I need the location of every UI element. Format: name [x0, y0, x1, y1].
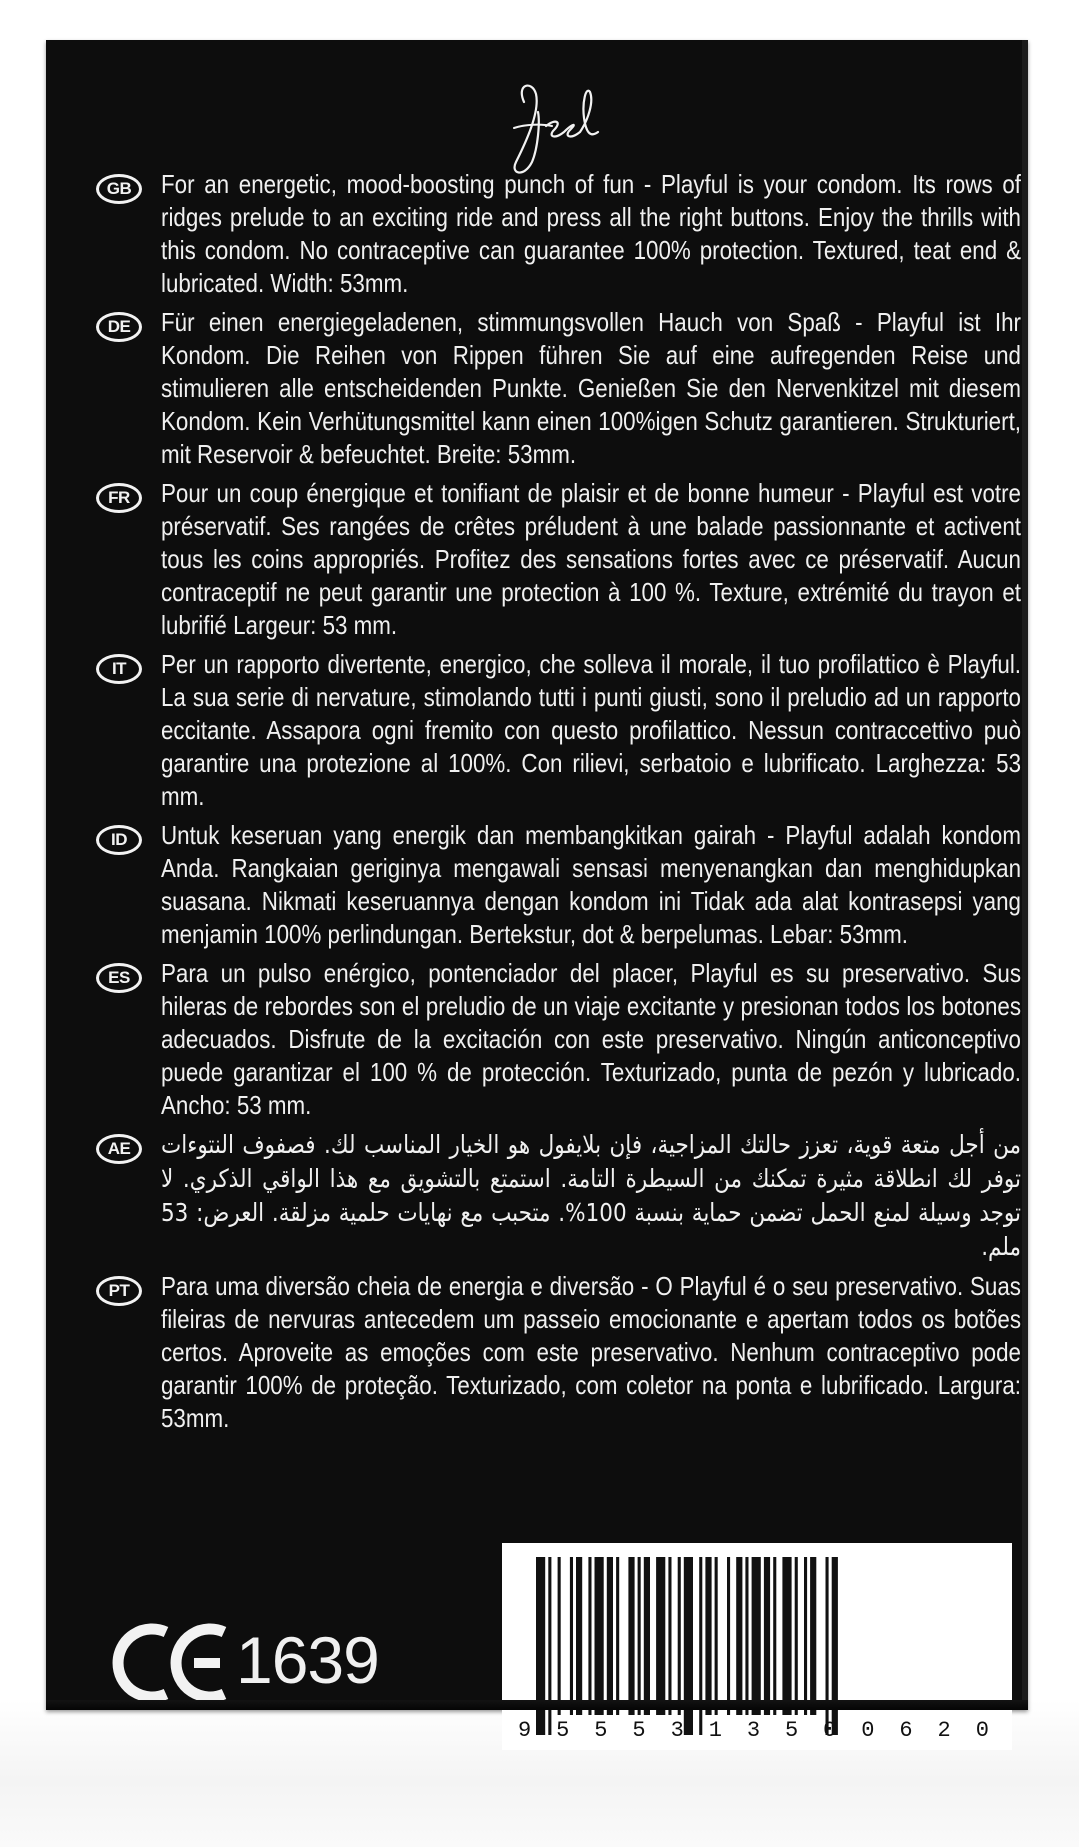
section-id [96, 819, 1021, 951]
section-gb [96, 168, 1021, 300]
barcode [502, 1543, 1012, 1750]
barcode-bar [795, 1557, 798, 1715]
barcode-bar [595, 1557, 604, 1715]
barcode-bar [810, 1557, 816, 1715]
barcode-digit: 2 [937, 1718, 960, 1743]
description-es: Para un pulso enérgico, pontenciador del placer, Playful es su preservativo. Sus hileras de rebordes son el preludio de un viaje excitante y presionan todos los botones adecuados. Disfrute de la excitación con este preservativo. Ningún anticonceptivo puede garantizar el 100 % de protección. Texturizado, punta de pezón y lubricado. Ancho: 53 mm. [161, 958, 1021, 1120]
barcode-bar [558, 1557, 561, 1715]
barcode-bar [628, 1557, 634, 1715]
barcode-digit: 0 [823, 1718, 846, 1743]
language-badge-id: ID [96, 825, 142, 855]
notified-body-number: 1639 [236, 1623, 379, 1697]
barcode-bar [764, 1557, 770, 1715]
description-ae: من أجل متعة قوية، تعزز حالتك المزاجية، فإن بلايفول هو الخيار المناسب لك. فصفوف النتوءات توفر لك انطلاقة مثيرة تمكنك من السيطرة التامة. استمتع بالتشويق مع هذا الواقي الذكري. لا توجد وسيلة لمنع الحمل تضمن حماية بنسبة 100%. متحبب مع نهايات حلمية مزلقة. العرض: 53 ملم. [161, 1130, 1021, 1261]
section-it [96, 648, 1021, 813]
section-es [96, 957, 1021, 1122]
barcode-bar [705, 1557, 711, 1715]
barcode-digit: 1 [708, 1718, 731, 1743]
barcode-digit: 6 [899, 1718, 922, 1743]
barcode-bar [616, 1557, 619, 1715]
language-badge-es: ES [96, 963, 142, 993]
barcode-digit: 0 [861, 1718, 884, 1743]
description-de: Für einen energiegeladenen, stimmungsvollen Hauch von Spaß - Playful ist Ihr Kondom. Die Reihen von Rippen führen Sie auf eine aufregenden Reise und stimulieren alle entscheidenden Punkte. Genießen Sie den Nervenkitzel mit diesem Kondom. Kein Verhütungsmittel kann einen 100%igen Schutz garantieren. Strukturiert, mit Reservoir & befeuchtet. Breite: 53mm. [161, 307, 1021, 469]
barcode-digit: 3 [670, 1718, 693, 1743]
feel-logo [46, 62, 1028, 182]
language-badge-gb: GB [96, 174, 142, 204]
description-gb: For an energetic, mood-boosting punch of fun - Playful is your condom. Its rows of ridges prelude to an exciting ride and press all the right buttons. Enjoy the thrills with this condom. No contraceptive can guarantee 100% protection. Textured, teat end & lubricated. Width: 53mm. [161, 169, 1021, 298]
multilingual-description [96, 168, 1021, 1441]
description-id: Untuk keseruan yang energik dan membangkitkan gairah - Playful adalah kondom Anda. Rangkaian geriginya mengawali sensasi menyenangkan dan menghidupkan suasana. Nikmati keseruannya dengan kondom ini Tidak ada alat kontrasepsi yang menjamin 100% perlindungan. Bertekstur, dot & berpelumas. Lebar: 53mm. [161, 820, 1021, 949]
barcode-bar [715, 1557, 718, 1715]
package-back [46, 40, 1028, 1743]
barcode-digit: 0 [975, 1718, 998, 1743]
barcode-bar [752, 1557, 761, 1715]
section-ae [96, 1128, 1021, 1264]
section-fr [96, 477, 1021, 642]
barcode-digit: 5 [556, 1718, 579, 1743]
barcode-digit: 5 [632, 1718, 655, 1743]
barcode-digit: 3 [746, 1718, 770, 1743]
barcode-bar [736, 1557, 742, 1715]
barcode-bar [745, 1557, 748, 1715]
package-edge [1022, 40, 1028, 1710]
description-it: Per un rapporto divertente, energico, che solleva il morale, il tuo profilattico è Playful. La sua serie di nervature, stimolando tutti i punti giusti, sono il preludio ad un rapporto eccitante. Assapora ogni fremito con questo profilattico. Nessun contraccettivo può garantire una protezione al 100%. Con rilievi, serbatoio e lubrificato. Larghezza: 53 mm. [161, 649, 1021, 811]
barcode-bar [638, 1557, 641, 1715]
language-badge-it: IT [96, 654, 142, 684]
barcode-digit: 5 [594, 1718, 617, 1743]
barcode-bar [607, 1557, 613, 1715]
table-reflection [460, 1805, 960, 1845]
barcode-bar [773, 1557, 776, 1715]
barcode-bar [656, 1557, 665, 1715]
barcode-bar [668, 1557, 671, 1715]
language-badge-fr: FR [96, 483, 142, 513]
description-pt: Para uma diversão cheia de energia e diversão - O Playful é o seu preservativo. Suas fileiras de nervuras antecedem um passeio emocionante e apertam todos os botões certos. Aproveite as emoções com este preservativo. Nenhum contraceptivo pode garantir 100% de proteção. Texturizado, com coletor na ponta e lubrificado. Largura: 53mm. [161, 1271, 1021, 1433]
package-bottom-edge [46, 1700, 1028, 1710]
language-badge-ae: AE [96, 1134, 142, 1164]
barcode-bar [644, 1557, 650, 1715]
barcode-bar [588, 1557, 591, 1715]
section-de [96, 306, 1021, 471]
barcode-bar [678, 1557, 681, 1715]
barcode-digit: 9 [518, 1718, 541, 1743]
barcode-bar [727, 1557, 730, 1715]
barcode-digits [518, 1718, 998, 1743]
barcode-digit: 5 [784, 1718, 808, 1743]
description-fr: Pour un coup énergique et tonifiant de plaisir et de bonne humeur - Playful est votre préservatif. Ses rangées de crêtes préludent à une balade passionnante et activent tous les coins appropriés. Profitez des sensations fortes avec ce préservatif. Aucun contraceptif ne peut garantir une protection à 100 %. Texture, extrémité du trayon et lubrifié Largeur: 53 mm. [161, 478, 1021, 640]
barcode-bar [782, 1557, 791, 1715]
section-pt [96, 1270, 1021, 1435]
language-badge-de: DE [96, 312, 142, 342]
barcode-bar [570, 1557, 573, 1715]
language-badge-pt: PT [96, 1276, 142, 1306]
barcode-bar [576, 1557, 582, 1715]
barcode-bar [804, 1557, 807, 1715]
